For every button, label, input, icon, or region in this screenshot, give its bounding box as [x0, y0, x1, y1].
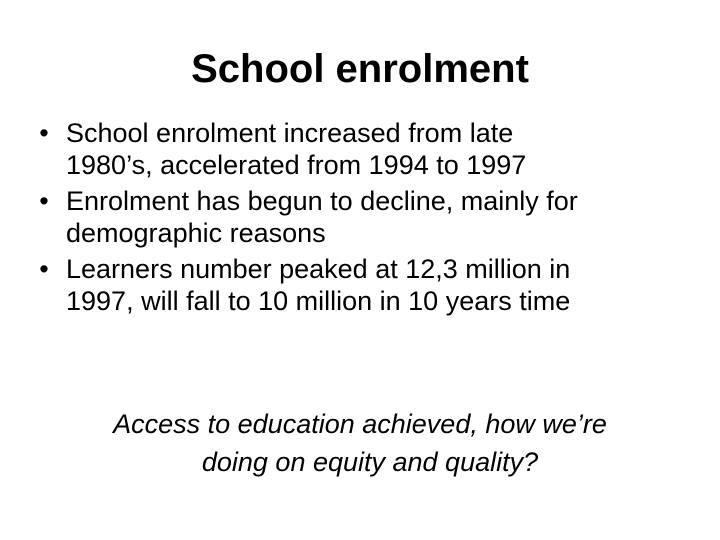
bullet-text-line: demographic reasons — [66, 218, 326, 248]
bullet-item — [34, 253, 694, 317]
bullet-list — [34, 117, 694, 321]
bullet-text-line: School enrolment increased from late — [66, 118, 514, 148]
bullet-icon: • — [39, 118, 49, 148]
bullet-text-line: 1980’s, accelerated from 1994 to 1997 — [66, 150, 527, 180]
bullet-icon: • — [39, 186, 49, 216]
closing-line: Access to education achieved, how we’re — [113, 409, 607, 439]
bullet-item — [34, 117, 694, 181]
closing-statement — [0, 405, 720, 481]
bullet-text-line: Enrolment has begun to decline, mainly for — [66, 186, 578, 216]
bullet-text-line: Learners number peaked at 12,3 million in — [66, 254, 571, 284]
bullet-icon: • — [39, 254, 49, 284]
bullet-item — [34, 185, 694, 249]
slide-title: School enrolment — [191, 47, 529, 91]
closing-line: doing on equity and quality? — [201, 447, 539, 477]
bullet-text-line: 1997, will fall to 10 million in 10 years time — [66, 286, 571, 316]
